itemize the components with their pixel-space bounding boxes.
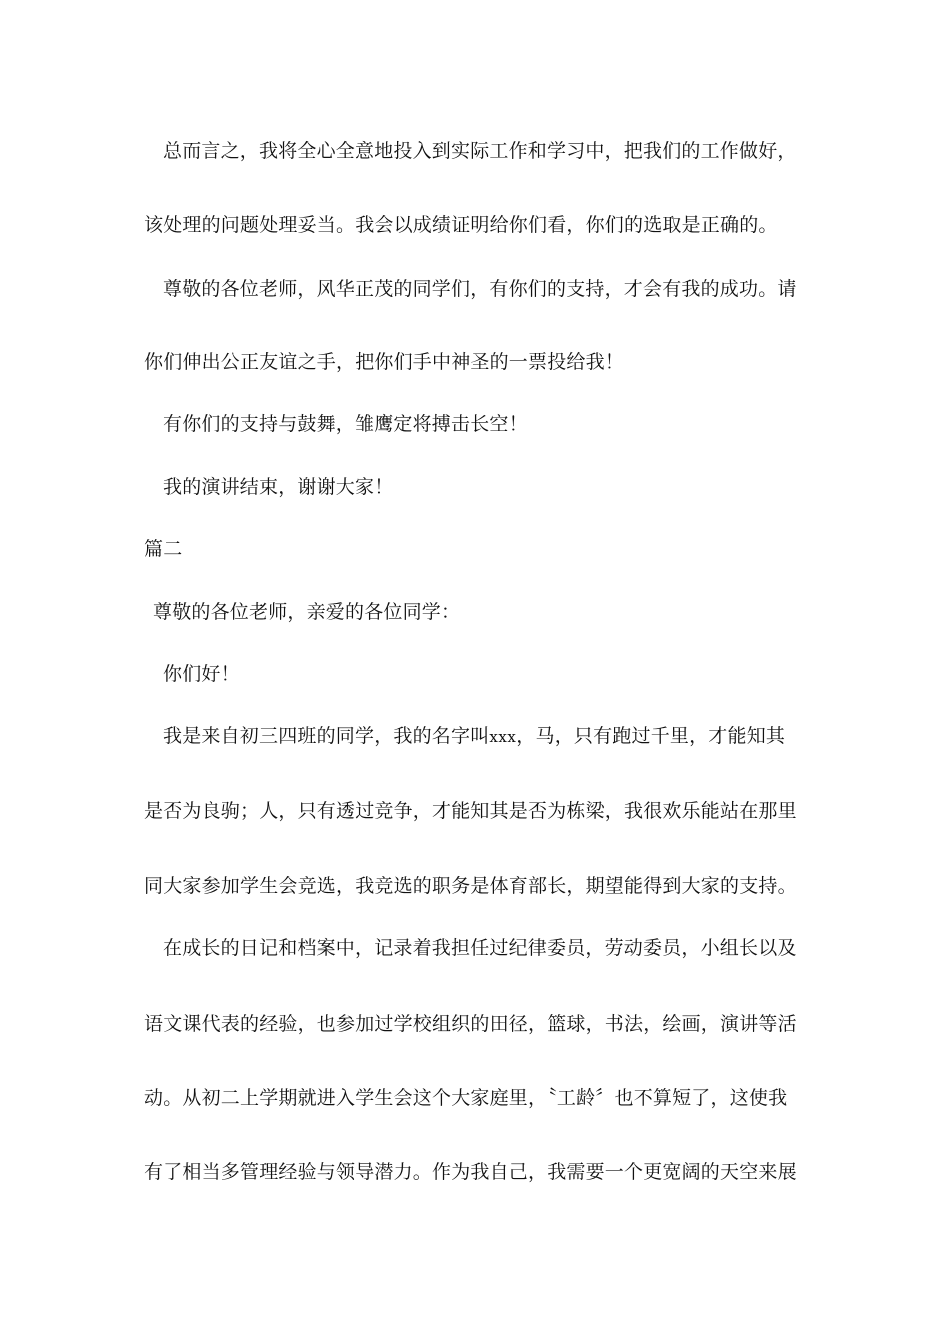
text-segment: ，马，只有跑过千里，才能知其 bbox=[516, 725, 786, 747]
salutation-line: 尊敬的各位老师，亲爱的各位同学： bbox=[153, 601, 461, 623]
text-segment: 我是来自初三四班的同学，我的名字叫 bbox=[163, 725, 490, 747]
paragraph-line: 我的演讲结束，谢谢大家！ bbox=[163, 476, 394, 498]
paragraph-line: 你们伸出公正友谊之手，把你们手中神圣的一票投给我！ bbox=[144, 351, 625, 373]
paragraph-line: 同大家参加学生会竞选，我竞选的职务是体育部长，期望能得到大家的支持。 bbox=[144, 875, 797, 897]
name-placeholder: xxx bbox=[489, 728, 517, 746]
paragraph-line: 有了相当多管理经验与领导潜力。作为我自己，我需要一个更宽阔的天空来展 bbox=[144, 1161, 797, 1183]
paragraph-line: 总而言之，我将全心全意地投入到实际工作和学习中，把我们的工作做好， bbox=[163, 140, 797, 162]
paragraph-line: 有你们的支持与鼓舞，雏鹰定将搏击长空！ bbox=[163, 413, 528, 435]
section-heading: 篇二 bbox=[144, 538, 183, 560]
paragraph-line bbox=[163, 723, 803, 750]
paragraph-line: 尊敬的各位老师，风华正茂的同学们，有你们的支持，才会有我的成功。请 bbox=[163, 278, 797, 300]
paragraph-line: 在成长的日记和档案中，记录着我担任过纪律委员，劳动委员，小组长以及 bbox=[163, 937, 797, 959]
paragraph-line: 语文课代表的经验，也参加过学校组织的田径，篮球，书法，绘画，演讲等活 bbox=[144, 1013, 797, 1035]
paragraph-line: 是否为良驹；人，只有透过竞争，才能知其是否为栋梁，我很欢乐能站在那里 bbox=[144, 800, 797, 822]
paragraph-line: 动。从初二上学期就进入学生会这个大家庭里，〝工龄〞也不算短了，这使我 bbox=[144, 1087, 788, 1109]
paragraph-line: 该处理的问题处理妥当。我会以成绩证明给你们看，你们的选取是正确的。 bbox=[144, 214, 778, 236]
greeting-line: 你们好！ bbox=[163, 663, 240, 685]
